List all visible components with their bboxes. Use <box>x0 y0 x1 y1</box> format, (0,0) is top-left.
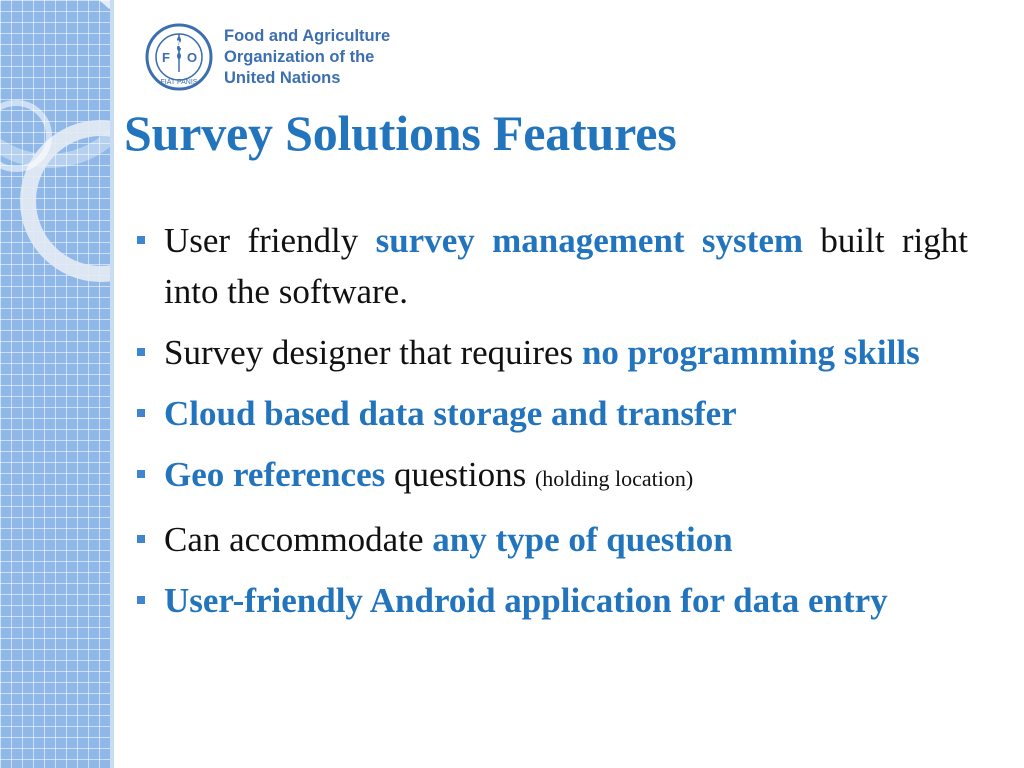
list-item <box>134 514 968 565</box>
list-item <box>134 388 968 439</box>
emblem-motto: FIAT PANIS <box>160 79 198 86</box>
bullet-highlight: Geo references <box>164 455 386 494</box>
bullet-highlight: no programming skills <box>581 333 920 372</box>
list-item <box>134 327 968 378</box>
fao-emblem-icon <box>144 22 214 92</box>
emblem-letter-o: O <box>187 50 198 65</box>
emblem-letter-f: F <box>162 50 170 65</box>
bullet-note: (holding location) <box>534 466 694 491</box>
bullet-highlight: any type of question <box>432 520 733 559</box>
bullet-highlight: User-friendly Android application for data entry <box>164 581 888 620</box>
bullet-text: Can accommodate <box>164 520 424 559</box>
logo-line-1: Food and Agriculture <box>224 26 391 45</box>
list-item <box>134 215 968 317</box>
slide-title: Survey Solutions Features <box>124 105 677 161</box>
bullet-icon <box>137 470 145 478</box>
bullet-text: Survey designer that requires <box>164 333 574 372</box>
bullet-highlight: Cloud based data storage and transfer <box>164 394 737 433</box>
list-item <box>134 449 968 504</box>
logo-line-3: United Nations <box>224 68 341 87</box>
logo-text <box>224 26 390 89</box>
logo-line-2: Organization of the <box>224 47 375 66</box>
bullet-icon <box>137 409 145 417</box>
bullet-text: built right into the software. <box>164 221 969 311</box>
bullet-icon <box>137 535 145 543</box>
emblem-letter-a: A <box>174 39 182 51</box>
strip-edge <box>110 0 114 768</box>
fao-logo <box>144 22 390 92</box>
bullet-text: questions <box>393 455 527 494</box>
bullet-icon <box>137 596 145 604</box>
list-item <box>134 575 968 626</box>
decorative-grid-strip <box>0 0 114 768</box>
bullet-text: User friendly <box>164 221 359 260</box>
bullet-icon <box>137 236 145 244</box>
bullet-highlight: survey management system <box>375 221 804 260</box>
bullet-icon <box>137 348 145 356</box>
feature-list <box>134 215 968 636</box>
